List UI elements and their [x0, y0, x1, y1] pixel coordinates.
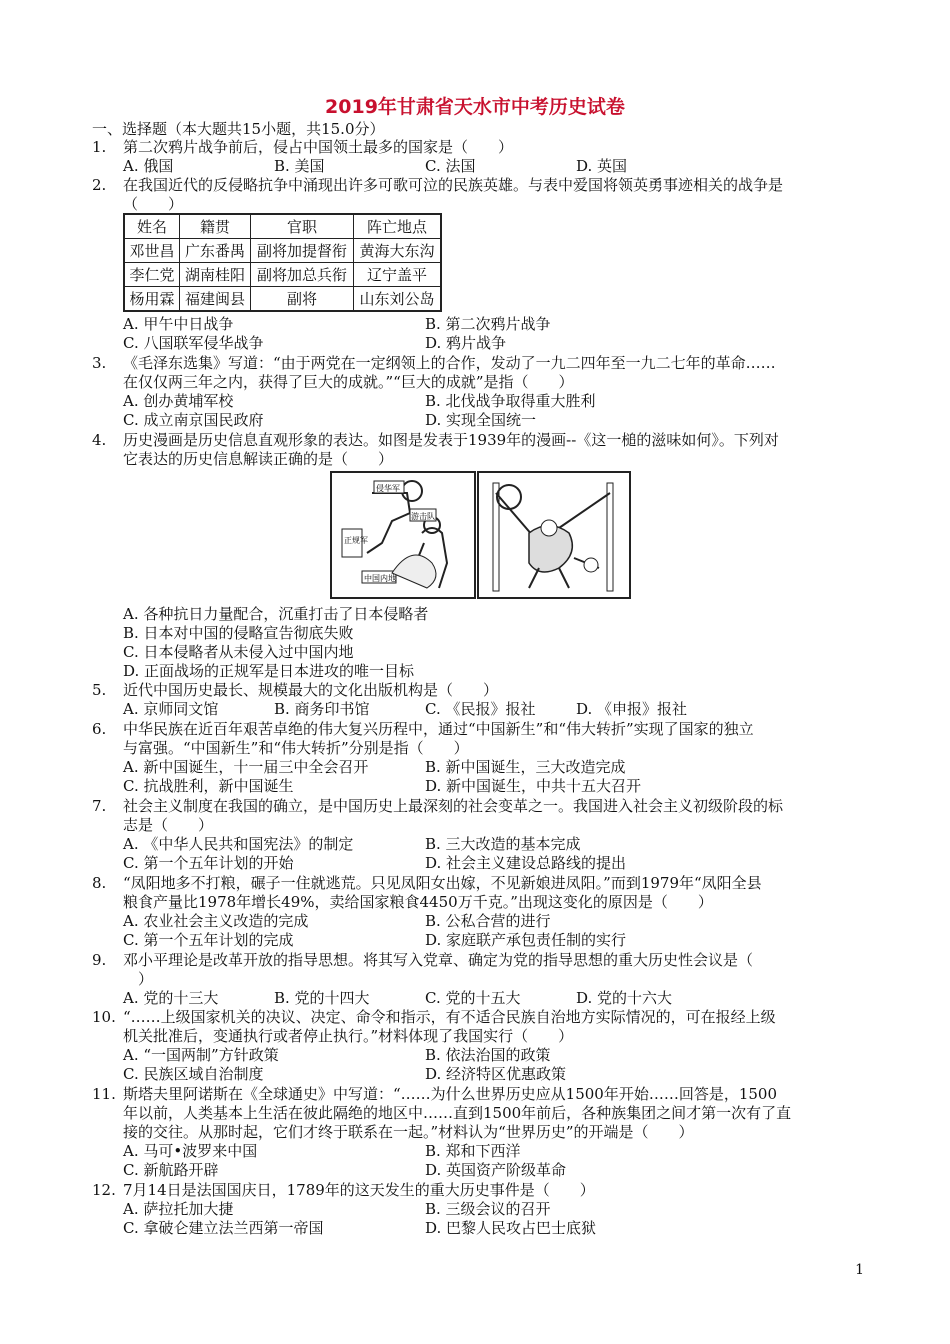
section-heading: 一、选择题（本大题共15小题，共15.0分）: [92, 120, 385, 138]
option-c[interactable]: C. 新航路开辟: [123, 1161, 219, 1179]
question-number: 1.: [92, 138, 107, 156]
question-stem: （ ）: [123, 195, 184, 213]
question-stem: 近代中国历史最长、规模最大的文化出版机构是（ ）: [123, 681, 499, 699]
option-d[interactable]: D. 正面战场的正规军是日本进攻的唯一目标: [123, 662, 415, 680]
cartoon-image-left: [330, 471, 476, 599]
option-c[interactable]: C. 《民报》报社: [425, 700, 536, 718]
option-a[interactable]: A. 各种抗日力量配合，沉重打击了日本侵略者: [123, 605, 429, 623]
option-c[interactable]: C. 抗战胜利，新中国诞生: [123, 777, 294, 795]
question-stem: 年以前，人类基本上生活在彼此隔绝的地区中……直到1500年前后，各种族集团之间才第一次有了直: [123, 1104, 792, 1122]
option-a[interactable]: A. 甲午中日战争: [123, 315, 234, 333]
option-c[interactable]: C. 民族区域自治制度: [123, 1065, 264, 1083]
question-stem: 历史漫画是历史信息直观形象的表达。如图是发表于1939年的漫画--《这一槌的滋味如何》。下列对: [123, 431, 779, 449]
table-header-cell: 阵亡地点: [354, 214, 442, 239]
cartoon-label: 侵华军: [376, 484, 400, 493]
table-cell: 辽宁盖平: [354, 263, 442, 287]
question-stem: 与富强。“中国新生”和“伟大转折”分别是指（ ）: [123, 739, 469, 757]
option-c[interactable]: C. 成立南京国民政府: [123, 411, 264, 429]
option-c[interactable]: C. 党的十五大: [425, 989, 521, 1007]
option-d[interactable]: D. 英国资产阶级革命: [425, 1161, 567, 1179]
option-d[interactable]: D. 新中国诞生，中共十五大召开: [425, 777, 642, 795]
option-d[interactable]: D. 实现全国统一: [425, 411, 537, 429]
question-stem: 机关批准后，变通执行或者停止执行。”材料体现了我国实行（ ）: [123, 1027, 574, 1045]
option-d[interactable]: D. 社会主义建设总路线的提出: [425, 854, 627, 872]
option-b[interactable]: B. 三级会议的召开: [425, 1200, 551, 1218]
table-cell: 福建闽县: [180, 287, 251, 312]
option-c[interactable]: C. 拿破仑建立法兰西第一帝国: [123, 1219, 324, 1237]
table-header-cell: 姓名: [124, 214, 180, 239]
question-stem: 7月14日是法国国庆日，1789年的这天发生的重大历史事件是（ ）: [123, 1181, 595, 1199]
option-c[interactable]: C. 法国: [425, 157, 476, 175]
option-a[interactable]: A. 《中华人民共和国宪法》的制定: [123, 835, 354, 853]
option-d[interactable]: D. 《申报》报社: [576, 700, 688, 718]
table-cell: 邓世昌: [124, 239, 180, 263]
option-b[interactable]: B. 党的十四大: [274, 989, 370, 1007]
question-stem: 接的交往。从那时起，它们才终于联系在一起。”材料认为“世界历史”的开端是（ ）: [123, 1123, 694, 1141]
table-row: [124, 239, 441, 263]
question-stem: “……上级国家机关的决议、决定、命令和指示，有不适合民族自治地方实际情况的，可在报经上级: [123, 1008, 776, 1026]
option-b[interactable]: B. 新中国诞生，三大改造完成: [425, 758, 626, 776]
table-header-cell: 官职: [251, 214, 354, 239]
table-cell: 黄海大东沟: [354, 239, 442, 263]
question-stem: 在我国近代的反侵略抗争中涌现出许多可歌可泣的民族英雄。与表中爱国将领英勇事迹相关的战争是: [123, 176, 784, 194]
page-title: 2019年甘肃省天水市中考历史试卷: [325, 96, 625, 118]
question-number: 3.: [92, 354, 107, 372]
table-cell: 副将: [251, 287, 354, 312]
table-cell: 副将加提督衔: [251, 239, 354, 263]
question-number: 12.: [92, 1181, 116, 1199]
question-number: 6.: [92, 720, 107, 738]
option-b[interactable]: B. 三大改造的基本完成: [425, 835, 581, 853]
option-a[interactable]: A. 京师同文馆: [123, 700, 219, 718]
question-number: 8.: [92, 874, 107, 892]
table-row: [124, 287, 441, 312]
option-d[interactable]: D. 巴黎人民攻占巴士底狱: [425, 1219, 597, 1237]
question-number: 9.: [92, 951, 107, 969]
option-b[interactable]: B. 公私合营的进行: [425, 912, 551, 930]
question-stem: “凤阳地多不打粮，碾子一住就逃荒。只见凤阳女出嫁，不见新娘进凤阳。”而到1979年“凤阳全县: [123, 874, 762, 892]
question-number: 10.: [92, 1008, 116, 1026]
question-stem: 粮食产量比1978年增长49%，卖给国家粮食4450万千克。”出现这变化的原因是（ ）: [123, 893, 713, 911]
question-stem: 志是（ ）: [123, 816, 214, 834]
option-b[interactable]: B. 第二次鸦片战争: [425, 315, 551, 333]
table-cell: 广东番禺: [180, 239, 251, 263]
table-row: [124, 263, 441, 287]
question-number: 5.: [92, 681, 107, 699]
page-number: 1: [855, 1262, 864, 1278]
option-b[interactable]: B. 日本对中国的侵略宣告彻底失败: [123, 624, 354, 642]
table-header-cell: 籍贯: [180, 214, 251, 239]
question-stem: 中华民族在近百年艰苦卓绝的伟大复兴历程中，通过“中国新生”和“伟大转折”实现了国家的独立: [123, 720, 754, 738]
option-a[interactable]: A. 农业社会主义改造的完成: [123, 912, 309, 930]
option-a[interactable]: A. “一国两制”方针政策: [123, 1046, 279, 1064]
question-number: 11.: [92, 1085, 116, 1103]
option-b[interactable]: B. 郑和下西洋: [425, 1142, 521, 1160]
question-stem: 斯塔夫里阿诺斯在《全球通史》中写道：“……为什么世界历史应从1500年开始……回答是，1500: [123, 1085, 778, 1103]
cartoon-label: 中国内地: [364, 574, 396, 583]
cartoon-label: 正规军: [344, 536, 368, 545]
table-header-row: [124, 214, 441, 239]
option-b[interactable]: B. 依法治国的政策: [425, 1046, 551, 1064]
option-a[interactable]: A. 马可•波罗来中国: [123, 1142, 258, 1160]
option-a[interactable]: A. 新中国诞生，十一届三中全会召开: [123, 758, 369, 776]
cartoon-label: 游击队: [411, 512, 435, 521]
option-c[interactable]: C. 第一个五年计划的完成: [123, 931, 294, 949]
question-stem: 它表达的历史信息解读正确的是（ ）: [123, 450, 394, 468]
option-d[interactable]: D. 英国: [576, 157, 628, 175]
question-stem: 第二次鸦片战争前后，侵占中国领土最多的国家是（ ）: [123, 138, 514, 156]
option-b[interactable]: B. 商务印书馆: [274, 700, 370, 718]
question-stem: 邓小平理论是改革开放的指导思想。将其写入党章、确定为党的指导思想的重大历史性会议是（: [123, 951, 754, 969]
option-c[interactable]: C. 第一个五年计划的开始: [123, 854, 294, 872]
cartoon-image-right: [477, 471, 631, 599]
option-d[interactable]: D. 经济特区优惠政策: [425, 1065, 567, 1083]
question-number: 4.: [92, 431, 107, 449]
option-c[interactable]: C. 日本侵略者从未侵入过中国内地: [123, 643, 354, 661]
option-a[interactable]: A. 萨拉托加大捷: [123, 1200, 234, 1218]
question-number: 2.: [92, 176, 107, 194]
table-cell: 山东刘公岛: [354, 287, 442, 312]
option-a[interactable]: A. 党的十三大: [123, 989, 219, 1007]
table-cell: 湖南桂阳: [180, 263, 251, 287]
option-d[interactable]: D. 鸦片战争: [425, 334, 507, 352]
question-stem: 在仅仅两三年之内，获得了巨大的成就。”“巨大的成就”是指（ ）: [123, 373, 574, 391]
option-d[interactable]: D. 家庭联产承包责任制的实行: [425, 931, 627, 949]
option-d[interactable]: D. 党的十六大: [576, 989, 673, 1007]
table-cell: 李仁党: [124, 263, 180, 287]
question-stem: ）: [123, 970, 154, 988]
option-a[interactable]: A. 俄国: [123, 157, 174, 175]
question-number: 7.: [92, 797, 107, 815]
question-stem: 社会主义制度在我国的确立，是中国历史上最深刻的社会变革之一。我国进入社会主义初级阶段的标: [123, 797, 784, 815]
question-stem: 《毛泽东选集》写道：“由于两党在一定纲领上的合作，发动了一九二四年至一九二七年的革命……: [123, 354, 776, 372]
option-c[interactable]: C. 八国联军侵华战争: [123, 334, 264, 352]
table-cell: 副将加总兵衔: [251, 263, 354, 287]
table-cell: 杨用霖: [124, 287, 180, 312]
option-b[interactable]: B. 美国: [274, 157, 325, 175]
option-a[interactable]: A. 创办黄埔军校: [123, 392, 234, 410]
heroes-table: [123, 213, 442, 312]
option-b[interactable]: B. 北伐战争取得重大胜利: [425, 392, 596, 410]
